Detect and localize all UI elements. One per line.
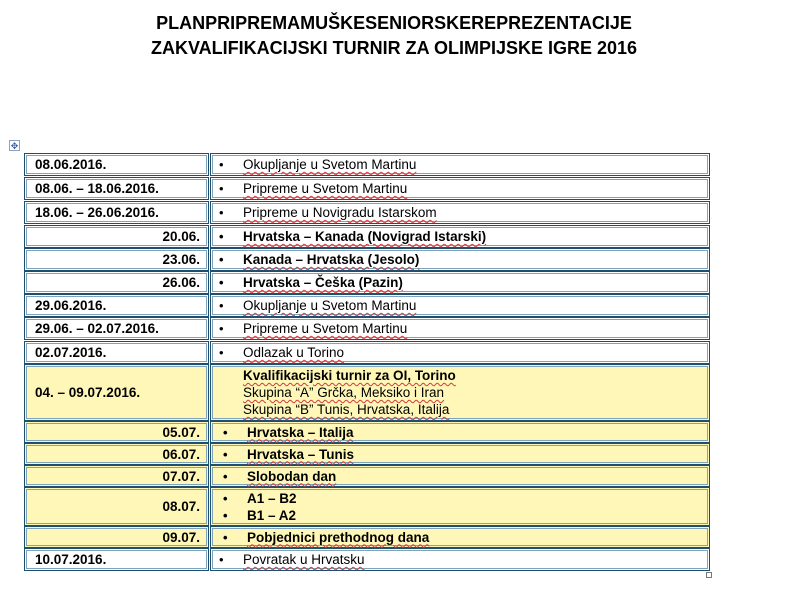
- bullet-icon: •: [219, 552, 224, 567]
- table-row: [24, 248, 710, 271]
- date-cell[interactable]: [24, 177, 209, 200]
- list-item: [219, 228, 705, 245]
- bullet-icon: •: [219, 298, 224, 313]
- bullet-icon: •: [223, 424, 228, 440]
- activity-text: Pripreme u Novigradu Istarskom: [243, 205, 437, 220]
- activity-cell[interactable]: [210, 248, 710, 271]
- table-row: [24, 177, 710, 200]
- date-cell[interactable]: [24, 225, 209, 248]
- date-text: 20.06.: [162, 229, 200, 244]
- bullet-icon: •: [223, 529, 228, 545]
- list-item: [223, 446, 705, 463]
- table-row: [24, 364, 710, 421]
- table-row: [24, 201, 710, 224]
- activity-cell[interactable]: [210, 225, 710, 248]
- activity-cell[interactable]: [210, 201, 710, 224]
- match-text: A1 – B2: [247, 490, 297, 506]
- date-text: 07.07.: [162, 468, 200, 484]
- list-item: [223, 490, 705, 507]
- match-text: Hrvatska – Tunis: [247, 446, 355, 462]
- tournament-heading: Kvalifikacijski turnir za OI, Torino: [243, 368, 456, 383]
- document-title-line-1: PLANPRIPREMAMUŠKESENIORSKEREPREZENTACIJE: [156, 13, 632, 33]
- date-text: 06.07.: [162, 446, 200, 462]
- table-row: [24, 465, 710, 487]
- table-resize-handle-icon[interactable]: [706, 572, 712, 578]
- date-text: 05.07.: [162, 424, 200, 440]
- list-item: [223, 468, 705, 485]
- activity-cell[interactable]: [210, 443, 710, 465]
- list-item: [219, 156, 705, 173]
- activity-cell[interactable]: [210, 341, 710, 364]
- date-text: 08.07.: [162, 499, 200, 514]
- activity-cell[interactable]: [210, 177, 710, 200]
- activity-cell[interactable]: [210, 487, 710, 526]
- list-item: [223, 529, 705, 546]
- activity-text: Okupljanje u Svetom Martinu: [243, 157, 417, 172]
- activity-text: Pripreme u Svetom Martinu: [243, 181, 408, 196]
- activity-cell[interactable]: [210, 364, 710, 421]
- activity-cell[interactable]: [210, 271, 710, 294]
- bullet-icon: •: [219, 205, 224, 220]
- bullet-icon: •: [219, 275, 224, 290]
- activity-cell[interactable]: [210, 421, 710, 443]
- table-row: [24, 317, 710, 340]
- date-cell[interactable]: [24, 317, 209, 340]
- table-row: [24, 487, 710, 526]
- date-text: 09.07.: [162, 529, 200, 545]
- date-cell[interactable]: [24, 421, 209, 443]
- date-cell[interactable]: [24, 294, 209, 317]
- date-cell[interactable]: [24, 487, 209, 526]
- list-item: [219, 297, 705, 314]
- date-text: 23.06.: [162, 252, 200, 267]
- activity-text: Slobodan dan: [247, 468, 337, 484]
- match-text: Hrvatska – Kanada (Novigrad Istarski): [243, 229, 487, 244]
- table-row: [24, 548, 710, 571]
- date-text: 02.07.2016.: [35, 345, 107, 360]
- bullet-icon: •: [223, 507, 228, 523]
- date-cell[interactable]: [24, 526, 209, 548]
- date-cell[interactable]: [24, 341, 209, 364]
- table-row: [24, 153, 710, 176]
- date-text: 10.07.2016.: [35, 552, 107, 567]
- bullet-icon: •: [219, 321, 224, 336]
- bullet-icon: •: [219, 252, 224, 267]
- date-cell[interactable]: [24, 271, 209, 294]
- list-item: [219, 180, 705, 197]
- date-cell[interactable]: [24, 248, 209, 271]
- table-row: [24, 225, 710, 248]
- bullet-icon: •: [219, 229, 224, 244]
- date-text: 08.06. – 18.06.2016.: [35, 181, 159, 196]
- date-text: 18.06. – 26.06.2016.: [35, 205, 159, 220]
- list-item: [219, 344, 705, 361]
- group-b-text: Skupina “B” Tunis, Hrvatska, Italija: [243, 402, 450, 417]
- date-text: 04. – 09.07.2016.: [35, 385, 141, 400]
- match-text: B1 – A2: [247, 507, 297, 523]
- list-item: [219, 274, 705, 291]
- activity-cell[interactable]: [210, 317, 710, 340]
- table-row: [24, 421, 710, 443]
- list-item: [223, 507, 705, 524]
- activity-cell[interactable]: [210, 294, 710, 317]
- activity-text: Pripreme u Svetom Martinu: [243, 321, 408, 336]
- list-item: [219, 204, 705, 221]
- activity-text: Odlazak u Torino: [243, 345, 345, 360]
- date-cell[interactable]: [24, 465, 209, 487]
- bullet-icon: •: [223, 490, 228, 506]
- activity-cell[interactable]: [210, 465, 710, 487]
- table-row: [24, 526, 710, 548]
- group-a-text: Skupina “A” Grčka, Meksiko i Iran: [243, 385, 445, 400]
- date-cell[interactable]: [24, 153, 209, 176]
- document-title-line-2: ZAKVALIFIKACIJSKI TURNIR ZA OLIMPIJSKE IGRE 2016: [150, 38, 638, 58]
- table-row: [24, 341, 710, 364]
- match-text: Hrvatska – Italija: [247, 424, 354, 440]
- activity-cell[interactable]: [210, 526, 710, 548]
- activity-text: Pobjednici prethodnog dana: [247, 529, 430, 545]
- table-row: [24, 271, 710, 294]
- table-row: [24, 443, 710, 465]
- date-cell[interactable]: [24, 364, 209, 421]
- bullet-icon: •: [219, 345, 224, 360]
- activity-text: Okupljanje u Svetom Martinu: [243, 298, 417, 313]
- activity-cell[interactable]: [210, 153, 710, 176]
- date-text: 26.06.: [162, 275, 200, 290]
- date-text: 29.06. – 02.07.2016.: [35, 321, 159, 336]
- bullet-icon: •: [223, 468, 228, 484]
- table-move-handle-icon[interactable]: ✥: [10, 141, 19, 151]
- list-item: [219, 551, 705, 568]
- activity-cell[interactable]: [210, 548, 710, 571]
- date-text: 08.06.2016.: [35, 157, 107, 172]
- list-item: [223, 424, 705, 441]
- date-text: 29.06.2016.: [35, 298, 107, 313]
- list-item: [219, 251, 705, 268]
- bullet-icon: •: [223, 446, 228, 462]
- match-text: Hrvatska – Češka (Pazin): [243, 275, 403, 290]
- date-cell[interactable]: [24, 548, 209, 571]
- date-cell[interactable]: [24, 201, 209, 224]
- date-cell[interactable]: [24, 443, 209, 465]
- tournament-info: [219, 367, 705, 418]
- list-item: [219, 320, 705, 337]
- table-row: [24, 294, 710, 317]
- activity-text: Povratak u Hrvatsku: [243, 552, 365, 567]
- bullet-icon: •: [219, 181, 224, 196]
- match-text: Kanada – Hrvatska (Jesolo): [243, 252, 420, 267]
- bullet-icon: •: [219, 157, 224, 172]
